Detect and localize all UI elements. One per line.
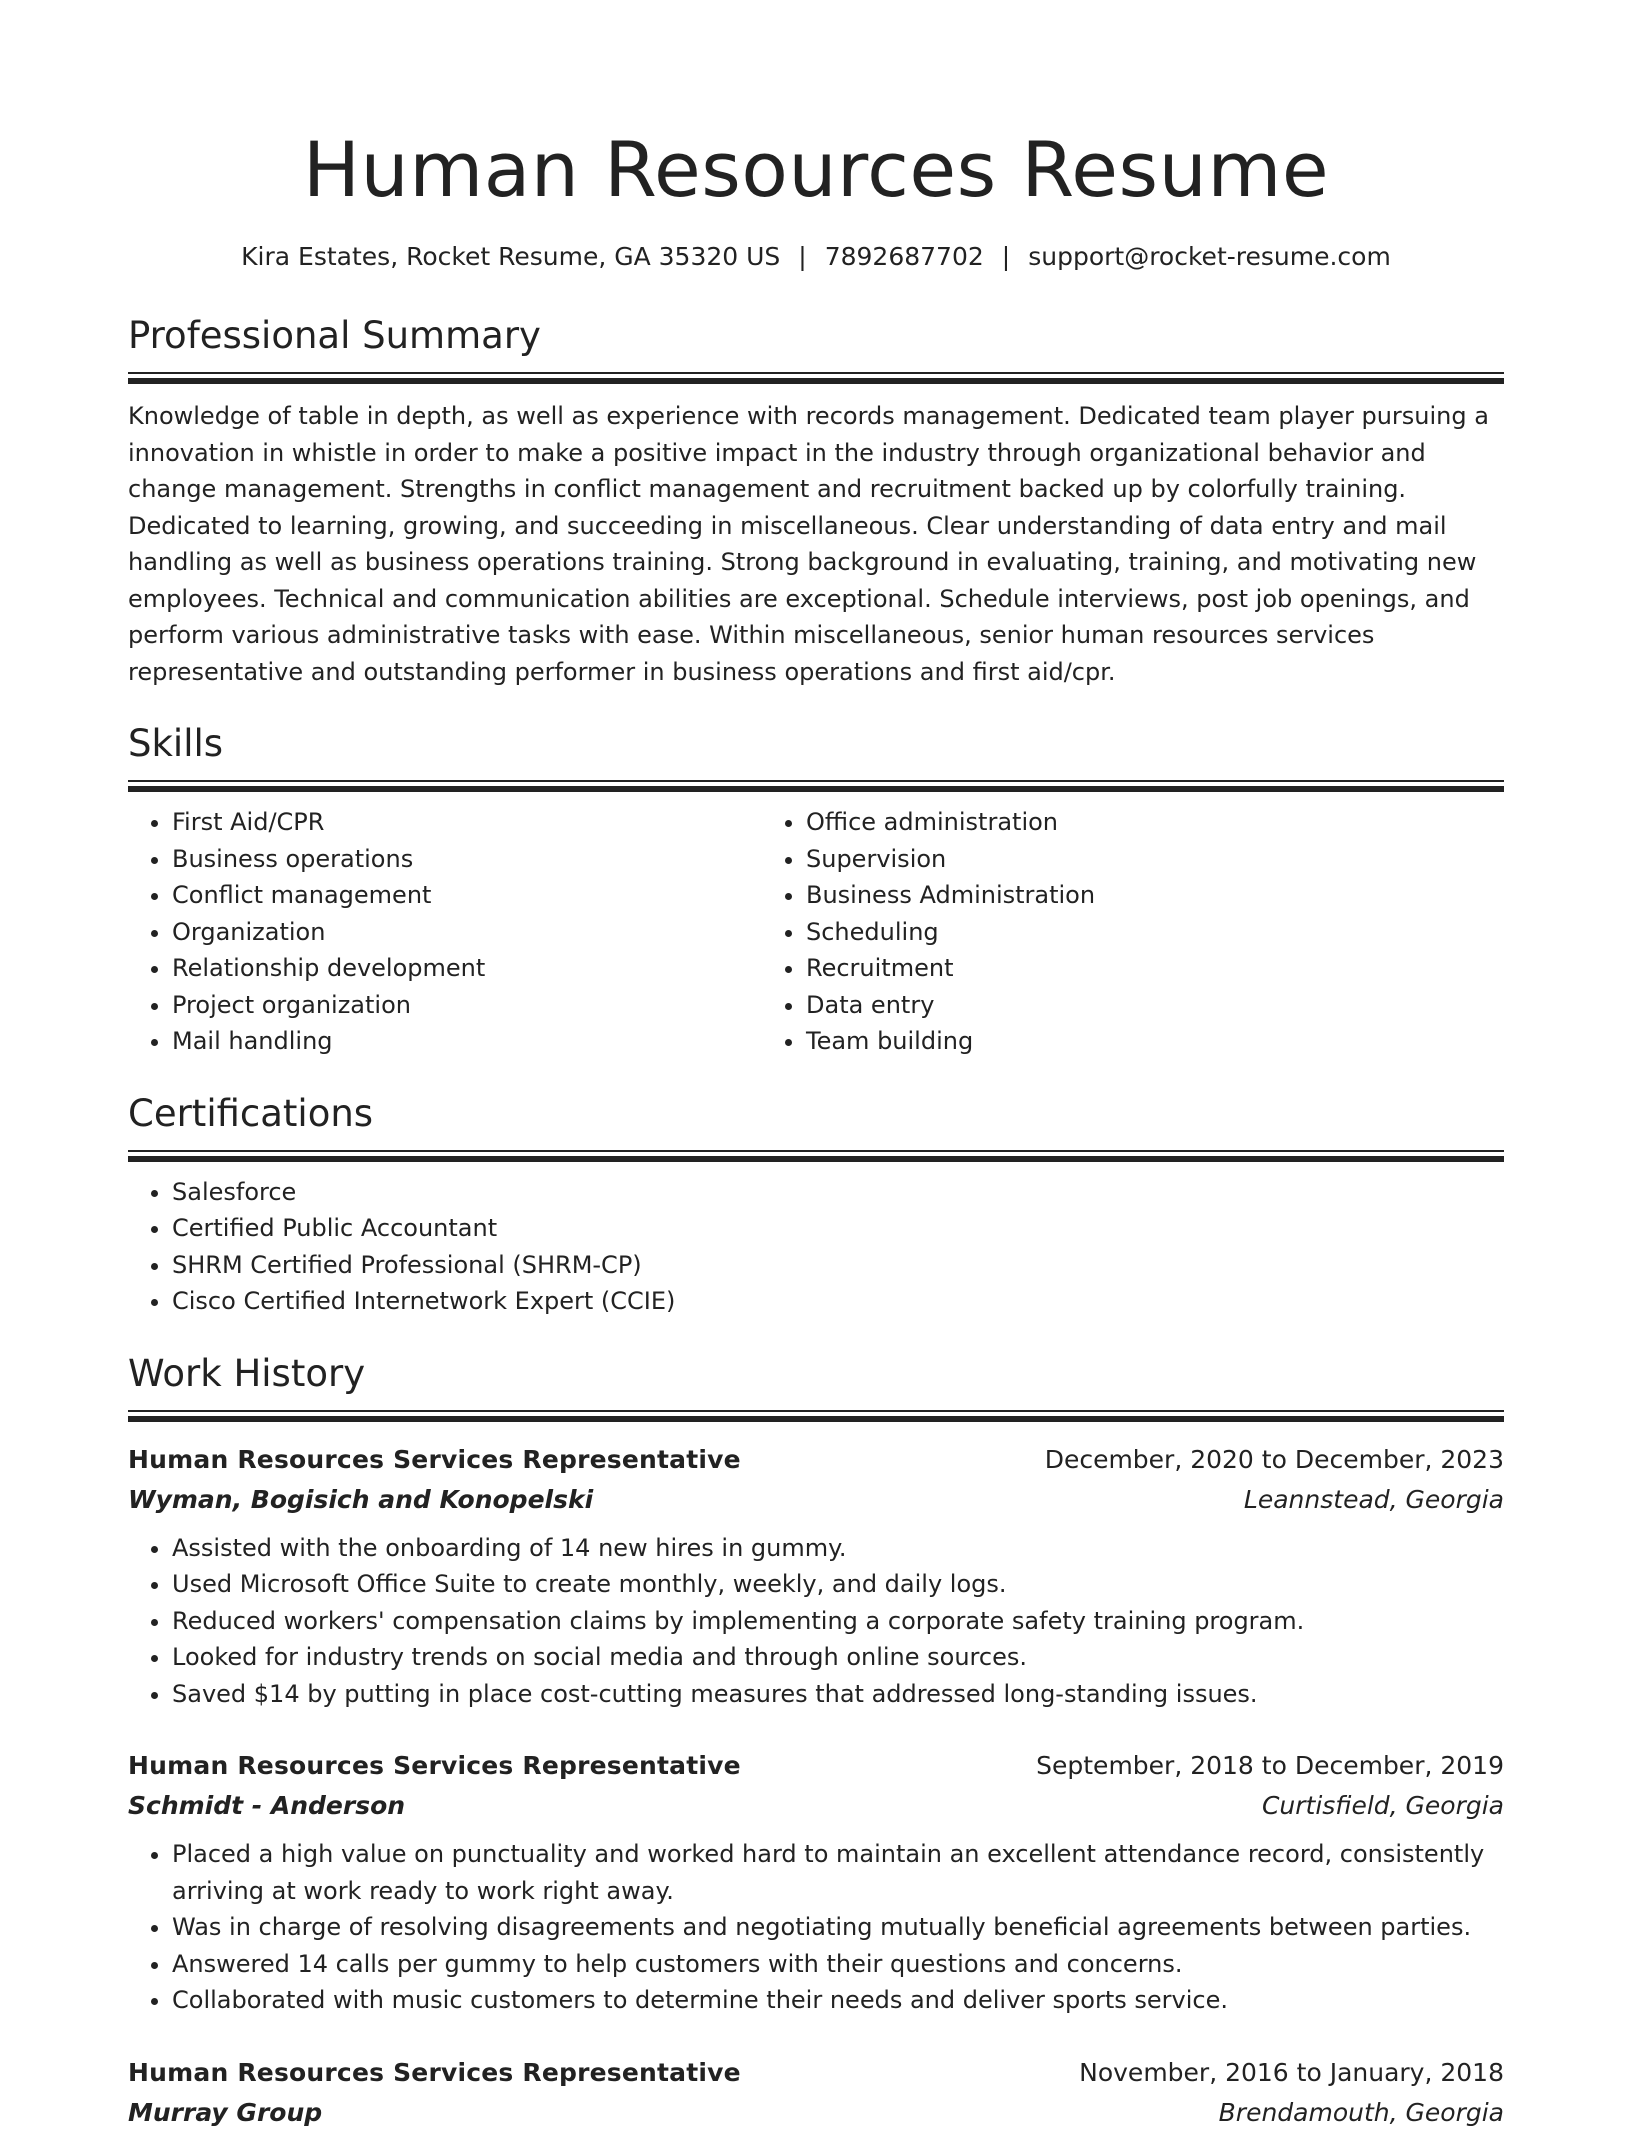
job-bullets <box>128 1530 1504 1713</box>
job-company-row <box>128 1480 1504 1520</box>
job-bullet: • Collaborated with music customers to determine their needs and deliver sports service. <box>172 1982 1504 2019</box>
certification-item: • Cisco Certified Internetwork Expert (CCIE) <box>172 1283 1504 1320</box>
skill-item: • Supervision <box>806 841 1396 878</box>
job-entry <box>128 1440 1504 1713</box>
skill-item: • Data entry <box>806 987 1396 1024</box>
skills-list-right <box>762 804 1396 1060</box>
contact-phone: 7892687702 <box>824 242 984 271</box>
job-company-row <box>128 1786 1504 1826</box>
certifications-list <box>128 1174 1504 1320</box>
skill-item: • Business operations <box>172 841 762 878</box>
skill-item: • First Aid/CPR <box>172 804 762 841</box>
skill-item: • Project organization <box>172 987 762 1024</box>
contact-line <box>128 240 1504 274</box>
section-heading-certifications: Certifications <box>128 1091 374 1135</box>
skills-grid <box>128 804 1504 1060</box>
contact-separator: | <box>1001 242 1011 271</box>
certification-item: • Certified Public Accountant <box>172 1210 1504 1247</box>
certification-item: • Salesforce <box>172 1174 1504 1211</box>
skills-section <box>128 720 1504 1060</box>
section-heading-summary: Professional Summary <box>128 314 541 357</box>
job-bullet: • Placed a high value on punctuality and worked hard to maintain an excellent attendance record, consistently arriving at work ready to work right away. <box>172 1836 1504 1909</box>
job-company: Wyman, Bogisich and Konopelski <box>128 1484 594 1514</box>
job-title: Human Resources Services Representative <box>128 1444 741 1474</box>
skill-item: • Scheduling <box>806 914 1396 951</box>
resume-title: Human Resources Resume <box>302 125 1330 214</box>
certification-item: • SHRM Certified Professional (SHRM-CP) <box>172 1247 1504 1284</box>
section-divider <box>128 1150 1504 1162</box>
resume-page <box>128 0 1504 2133</box>
job-company-row <box>128 2093 1504 2133</box>
job-header-row <box>128 1440 1504 1480</box>
section-heading-work-history: Work History <box>128 1351 366 1395</box>
summary-section <box>128 312 1504 690</box>
skill-item: • Mail handling <box>172 1023 762 1060</box>
job-bullet: • Used Microsoft Office Suite to create monthly, weekly, and daily logs. <box>172 1566 1504 1603</box>
skill-item: • Organization <box>172 914 762 951</box>
skill-item: • Business Administration <box>806 877 1396 914</box>
job-dates: December, 2020 to December, 2023 <box>1044 1444 1504 1474</box>
section-divider <box>128 780 1504 792</box>
job-location: Curtisfield, Georgia <box>1261 1791 1504 1820</box>
job-title: Human Resources Services Representative <box>128 1751 741 1780</box>
job-header-row <box>128 1746 1504 1786</box>
job-company: Schmidt - Anderson <box>128 1791 406 1820</box>
job-bullet: • Assisted with the onboarding of 14 new hires in gummy. <box>172 1530 1504 1567</box>
skills-list-left <box>128 804 762 1060</box>
section-heading-skills: Skills <box>128 722 224 765</box>
certifications-section <box>128 1090 1504 1320</box>
work-history-section <box>128 1350 1504 2133</box>
skill-item: • Conflict management <box>172 877 762 914</box>
skill-item: • Relationship development <box>172 950 762 987</box>
contact-address: Kira Estates, Rocket Resume, GA 35320 US <box>241 242 781 271</box>
contact-separator: | <box>798 242 807 271</box>
job-dates: November, 2016 to January, 2018 <box>1079 2057 1504 2087</box>
job-bullet: • Looked for industry trends on social media and through online sources. <box>172 1639 1504 1676</box>
section-divider <box>128 1410 1504 1422</box>
job-bullet: • Reduced workers' compensation claims by implementing a corporate safety training program. <box>172 1603 1504 1640</box>
section-divider <box>128 372 1504 384</box>
skill-item: • Recruitment <box>806 950 1396 987</box>
job-location: Brendamouth, Georgia <box>1218 2097 1504 2127</box>
job-dates: September, 2018 to December, 2019 <box>1036 1751 1504 1780</box>
job-location: Leannstead, Georgia <box>1243 1484 1504 1514</box>
job-bullet: • Was in charge of resolving disagreements and negotiating mutually beneficial agreements between parties. <box>172 1909 1504 1946</box>
job-entry <box>128 2053 1504 2133</box>
contact-email: support@rocket-resume.com <box>1028 242 1391 271</box>
job-header-row <box>128 2053 1504 2093</box>
skill-item: • Team building <box>806 1023 1396 1060</box>
job-bullets <box>128 1836 1504 2019</box>
job-bullet: • Answered 14 calls per gummy to help customers with their questions and concerns. <box>172 1946 1504 1983</box>
job-entry <box>128 1746 1504 2019</box>
job-company: Murray Group <box>128 2097 323 2127</box>
summary-text: Knowledge of table in depth, as well as experience with records management. Dedicated team player pursuing a innovation in whistle in order to make a positive impact in the industry through organizational behavior and change management. Strengths in conflict management and recruitment backed up by colorfully training. Dedicated to learning, growing, and succeeding in miscellaneous. Clear understanding of data entry and mail handling as well as business operations training. Strong background in evaluating, training, and motivating new employees. Technical and communication abilities are exceptional. Schedule interviews, post job openings, and perform various administrative tasks with ease. Within miscellaneous, senior human resources services representative and outstanding performer in business operations and first aid/cpr. <box>128 402 1489 686</box>
job-title: Human Resources Services Representative <box>128 2057 741 2087</box>
skill-item: • Office administration <box>806 804 1396 841</box>
job-bullet: • Saved $14 by putting in place cost-cutting measures that addressed long-standing issues. <box>172 1676 1504 1713</box>
